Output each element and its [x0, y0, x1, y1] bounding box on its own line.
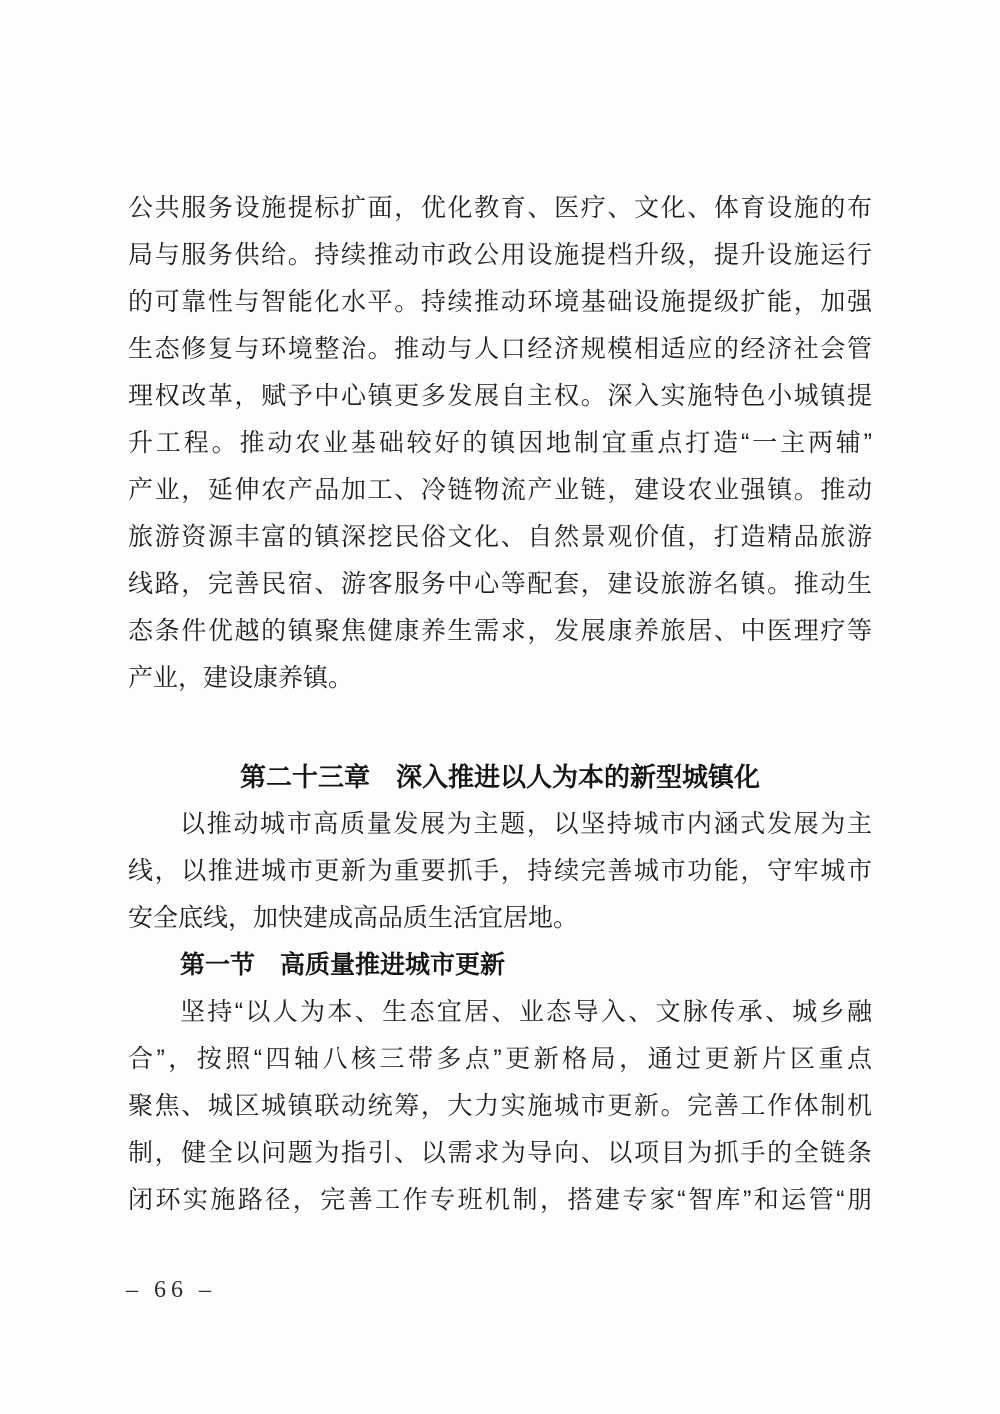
text-line: 坚持“以人为本、生态宜居、业态导入、文脉传承、城乡融: [180, 998, 872, 1026]
text-line: 的可靠性与智能化水平。持续推动环境基础设施提级扩能，加强: [128, 288, 872, 316]
text-line: 闭环实施路径，完善工作专班机制，搭建专家“智库”和运管“朋: [128, 1186, 872, 1214]
text-line: 生态修复与环境整治。推动与人口经济规模相适应的经济社会管: [128, 335, 872, 363]
text-line: 升工程。推动农业基础较好的镇因地制宜重点打造“一主两辅”: [128, 429, 872, 457]
text-line: 合”，按照“四轴八核三带多点”更新格局，通过更新片区重点: [128, 1045, 872, 1073]
text-line: 产业，延伸农产品加工、冷链物流产业链，建设农业强镇。推动: [128, 476, 872, 504]
text-line: 制，健全以问题为指引、以需求为导向、以项目为抓手的全链条: [128, 1139, 872, 1167]
paragraph-chapter-intro: [128, 801, 872, 942]
page-text-block: [128, 185, 872, 1224]
text-line: 局与服务供给。持续推动市政公用设施提档升级，提升设施运行: [128, 241, 872, 269]
text-line: 线路，完善民宿、游客服务中心等配套，建设旅游名镇。推动生: [128, 570, 872, 598]
paragraph-continuation: [128, 185, 872, 702]
chapter-heading: 第二十三章 深入推进以人为本的新型城镇化: [239, 762, 760, 792]
text-line: 安全底线，加快建成高品质生活宜居地。: [128, 904, 579, 932]
text-line: 产业，建设康养镇。: [128, 664, 354, 692]
text-line: 以推动城市高质量发展为主题，以坚持城市内涵式发展为主: [180, 810, 872, 838]
text-line: 旅游资源丰富的镇深挖民俗文化、自然景观价值，打造精品旅游: [128, 523, 872, 551]
text-line: 线，以推进城市更新为重要抓手，持续完善城市功能，守牢城市: [128, 857, 872, 885]
text-line: 公共服务设施提标扩面，优化教育、医疗、文化、体育设施的布: [128, 194, 872, 222]
page-number: – 66 –: [126, 1277, 216, 1303]
text-line: 态条件优越的镇聚焦健康养生需求，发展康养旅居、中医理疗等: [128, 617, 872, 645]
text-line: 理权改革，赋予中心镇更多发展自主权。深入实施特色小城镇提: [128, 382, 872, 410]
text-line: 聚焦、城区城镇联动统筹，大力实施城市更新。完善工作体制机: [128, 1092, 872, 1120]
section-heading: 第一节 高质量推进城市更新: [180, 951, 506, 979]
paragraph-section-body: [128, 989, 872, 1224]
